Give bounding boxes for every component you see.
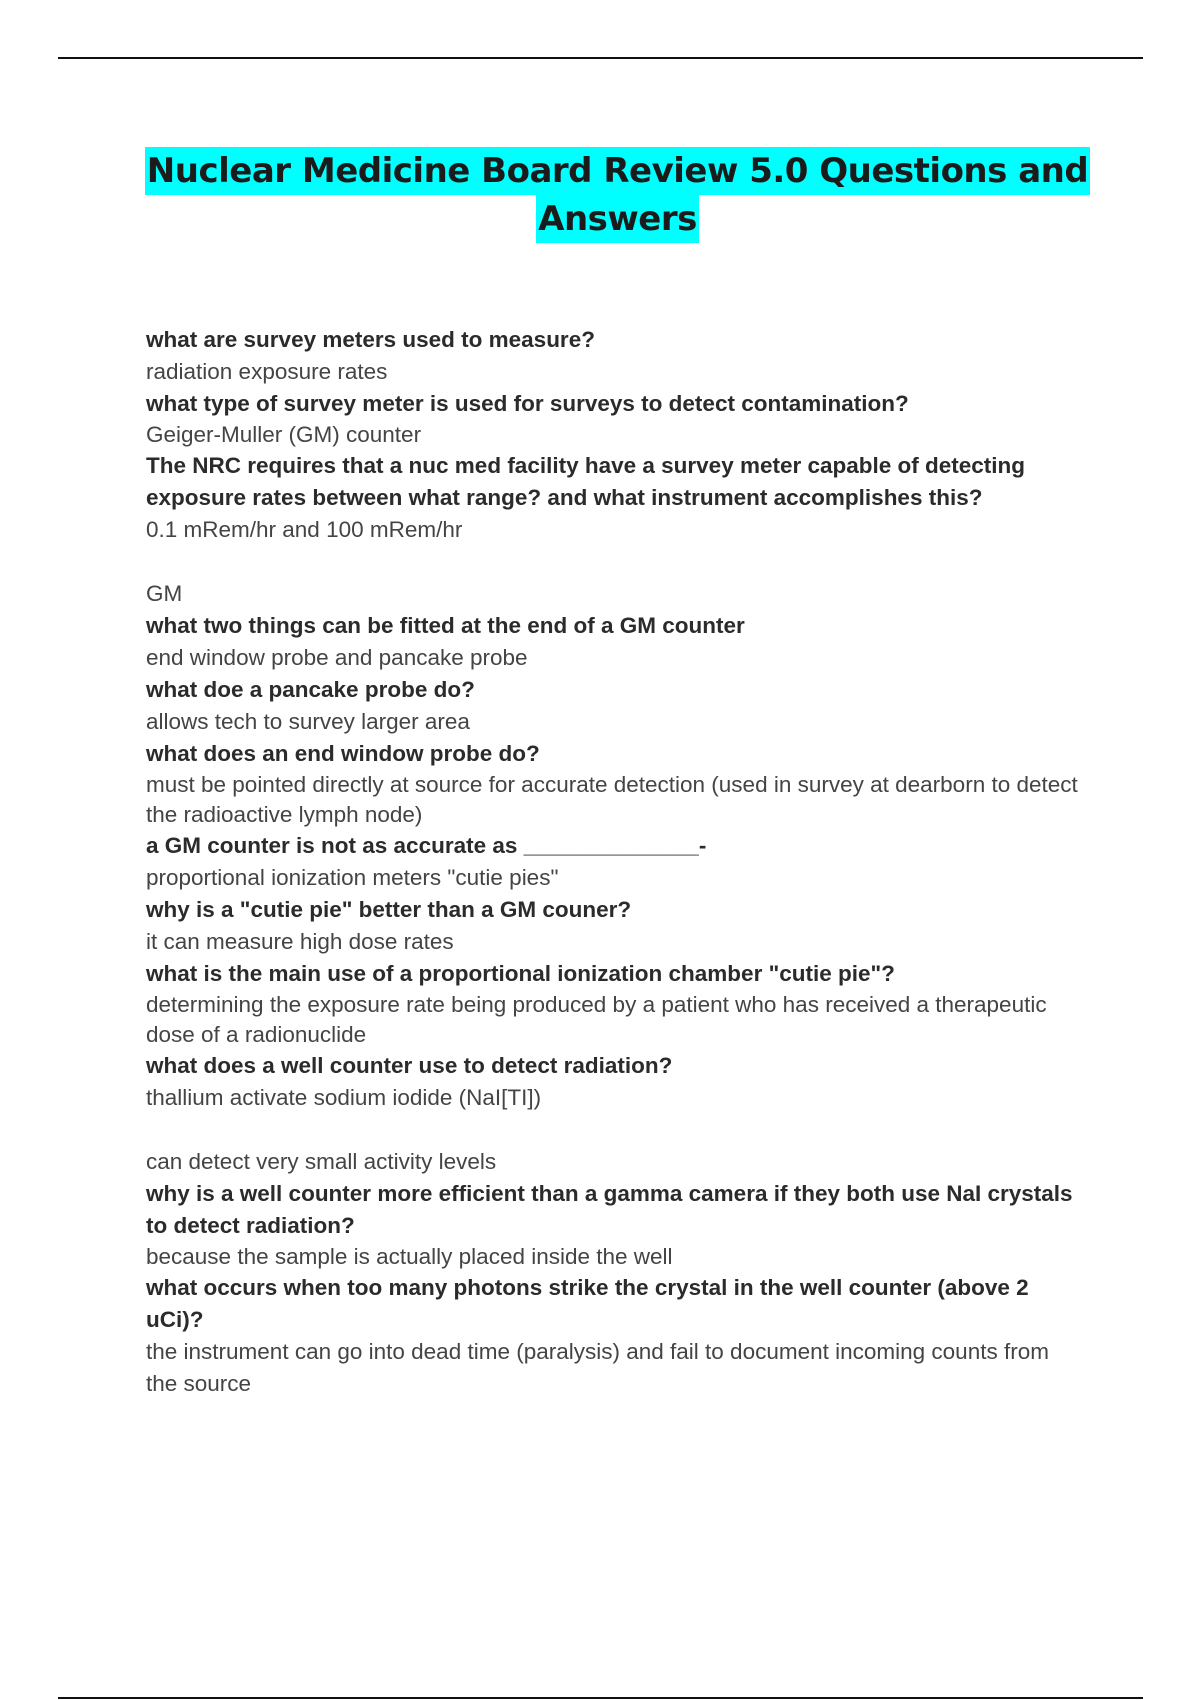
answer-3: 0.1 mRem/hr and 100 mRem/hr xyxy=(146,517,463,542)
question-11: why is a well counter more efficient than a gamma camera if they both use NaI crystals to detect radiation? xyxy=(146,1181,1073,1238)
question-7: a GM counter is not as accurate as ______________- xyxy=(146,833,707,858)
answer-6: must be pointed directly at source for accurate detection (used in survey at dearborn to detect the radioactive lymph node) xyxy=(146,772,1078,827)
question-9: what is the main use of a proportional ionization chamber "cutie pie"? xyxy=(146,961,895,986)
answer-5: allows tech to survey larger area xyxy=(146,709,470,734)
question-2: what type of survey meter is used for surveys to detect contamination? xyxy=(146,391,909,416)
question-6: what does an end window probe do? xyxy=(146,741,540,766)
question-12: what occurs when too many photons strike the crystal in the well counter (above 2 uCi)? xyxy=(146,1275,1029,1332)
answer-10-line-3: can detect very small activity levels xyxy=(146,1149,497,1174)
qa-list xyxy=(146,324,1086,1400)
bottom-rule xyxy=(58,1697,1143,1699)
top-rule xyxy=(58,57,1143,59)
answer-1: radiation exposure rates xyxy=(146,359,388,384)
answer-3-blank-line xyxy=(146,546,1086,578)
answer-8: it can measure high dose rates xyxy=(146,929,454,954)
answer-11: because the sample is actually placed inside the well xyxy=(146,1244,673,1269)
title-line-2: Answers xyxy=(536,195,699,243)
title-line-1: Nuclear Medicine Board Review 5.0 Questions and xyxy=(145,147,1090,195)
answer-7: proportional ionization meters "cutie pies" xyxy=(146,865,559,890)
question-4: what two things can be fitted at the end of a GM counter xyxy=(146,613,745,638)
answer-3-line-3: GM xyxy=(146,581,183,606)
question-1: what are survey meters used to measure? xyxy=(146,327,595,352)
answer-10: thallium activate sodium iodide (NaI[TI]) xyxy=(146,1085,542,1110)
document-title xyxy=(0,147,1200,243)
answer-4: end window probe and pancake probe xyxy=(146,645,528,670)
answer-12: the instrument can go into dead time (paralysis) and fail to document incoming counts from the source xyxy=(146,1339,1049,1396)
question-8: why is a "cutie pie" better than a GM couner? xyxy=(146,897,632,922)
answer-2: Geiger-Muller (GM) counter xyxy=(146,422,422,447)
question-3: The NRC requires that a nuc med facility have a survey meter capable of detecting exposure rates between what range? and what instrument accomplishes this? xyxy=(146,453,1026,510)
answer-10-blank-line xyxy=(146,1114,1086,1146)
answer-9: determining the exposure rate being produced by a patient who has received a therapeutic dose of a radionuclide xyxy=(146,992,1047,1047)
question-5: what doe a pancake probe do? xyxy=(146,677,475,702)
question-10: what does a well counter use to detect radiation? xyxy=(146,1053,673,1078)
